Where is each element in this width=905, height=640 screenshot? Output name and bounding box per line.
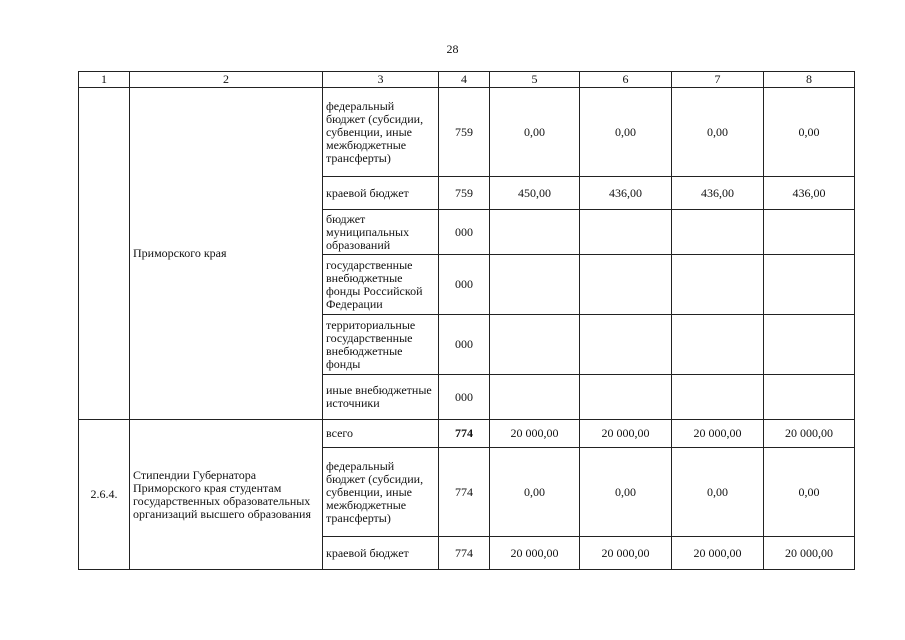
funding-source: краевой бюджет — [323, 537, 439, 570]
table-row — [79, 420, 855, 448]
budget-code: 000 — [439, 315, 490, 375]
value-cell: 436,00 — [580, 177, 672, 210]
value-cell — [672, 255, 764, 315]
column-header: 5 — [490, 72, 580, 88]
item-name: Стипендии Губернатора Приморского края студентам государственных образовательных организаций высшего образования — [130, 420, 323, 570]
value-cell: 0,00 — [764, 448, 855, 537]
item-number — [79, 88, 130, 420]
funding-source: бюджет муниципальных образований — [323, 210, 439, 255]
budget-code: 774 — [439, 420, 490, 448]
value-cell — [580, 375, 672, 420]
funding-source: территориальные государственные внебюджетные фонды — [323, 315, 439, 375]
budget-code: 759 — [439, 177, 490, 210]
value-cell: 0,00 — [490, 88, 580, 177]
item-name: Приморского края — [130, 88, 323, 420]
column-number-row — [79, 72, 855, 88]
value-cell — [672, 210, 764, 255]
value-cell — [764, 375, 855, 420]
value-cell: 20 000,00 — [764, 420, 855, 448]
column-header: 8 — [764, 72, 855, 88]
value-cell — [764, 255, 855, 315]
value-cell — [672, 315, 764, 375]
value-cell: 20 000,00 — [490, 420, 580, 448]
column-header: 3 — [323, 72, 439, 88]
value-cell: 20 000,00 — [672, 537, 764, 570]
column-header: 4 — [439, 72, 490, 88]
value-cell: 20 000,00 — [490, 537, 580, 570]
value-cell: 450,00 — [490, 177, 580, 210]
value-cell — [490, 210, 580, 255]
budget-code: 759 — [439, 88, 490, 177]
value-cell — [490, 375, 580, 420]
budget-code: 000 — [439, 255, 490, 315]
column-header: 2 — [130, 72, 323, 88]
value-cell — [490, 255, 580, 315]
value-cell: 20 000,00 — [672, 420, 764, 448]
budget-table — [78, 71, 855, 570]
value-cell: 20 000,00 — [580, 420, 672, 448]
funding-source: иные внебюджетные источники — [323, 375, 439, 420]
page-number: 28 — [446, 42, 459, 56]
budget-code: 000 — [439, 210, 490, 255]
column-header: 6 — [580, 72, 672, 88]
budget-code: 000 — [439, 375, 490, 420]
value-cell — [580, 315, 672, 375]
value-cell — [764, 315, 855, 375]
value-cell: 0,00 — [490, 448, 580, 537]
value-cell — [490, 315, 580, 375]
value-cell: 0,00 — [672, 448, 764, 537]
budget-code: 774 — [439, 537, 490, 570]
value-cell: 436,00 — [764, 177, 855, 210]
funding-source: всего — [323, 420, 439, 448]
funding-source: федеральный бюджет (субсидии, субвенции, иные межбюджетные трансферты) — [323, 88, 439, 177]
value-cell: 0,00 — [580, 88, 672, 177]
value-cell: 0,00 — [764, 88, 855, 177]
value-cell: 0,00 — [580, 448, 672, 537]
column-header: 7 — [672, 72, 764, 88]
value-cell — [672, 375, 764, 420]
item-number: 2.6.4. — [79, 420, 130, 570]
column-header: 1 — [79, 72, 130, 88]
budget-code: 774 — [439, 448, 490, 537]
funding-source: краевой бюджет — [323, 177, 439, 210]
funding-source: государственные внебюджетные фонды Российской Федерации — [323, 255, 439, 315]
value-cell: 20 000,00 — [580, 537, 672, 570]
value-cell — [580, 210, 672, 255]
value-cell: 436,00 — [672, 177, 764, 210]
value-cell — [764, 210, 855, 255]
funding-source: федеральный бюджет (субсидии, субвенции, иные межбюджетные трансферты) — [323, 448, 439, 537]
value-cell — [580, 255, 672, 315]
table-row — [79, 88, 855, 177]
value-cell: 20 000,00 — [764, 537, 855, 570]
value-cell: 0,00 — [672, 88, 764, 177]
